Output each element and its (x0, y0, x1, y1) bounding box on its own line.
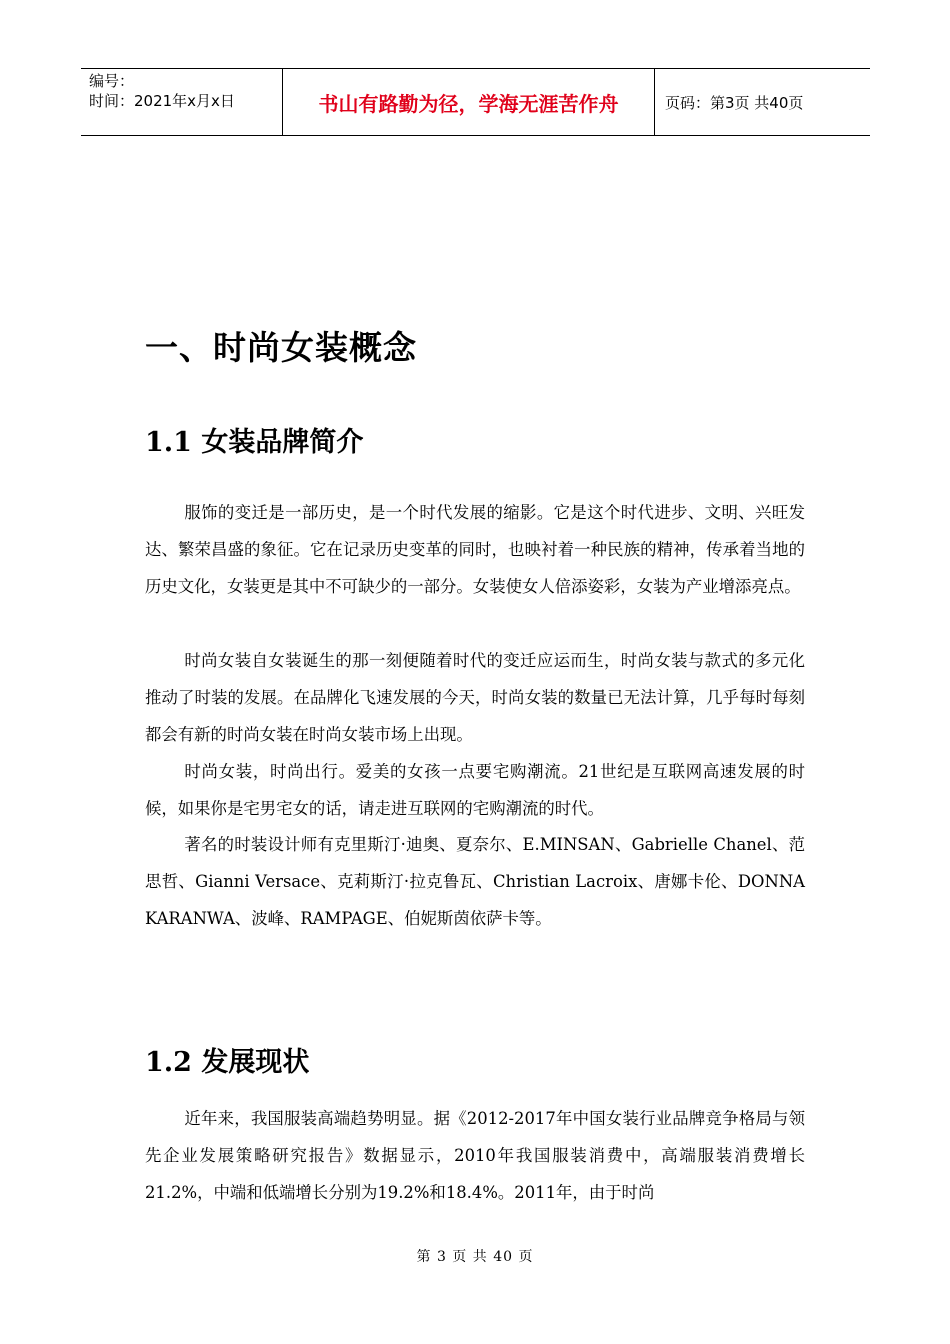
paragraph: 服饰的变迁是一部历史，是一个时代发展的缩影。它是这个时代进步、文明、兴旺发达、繁荣昌盛的象征。它在记录历史变革的同时，也映衬着一种民族的精神，传承着当地的历史文化，女装更是其中不可缺少的一部分。女装使女人倍添姿彩，女装为产业增添亮点。 (145, 503, 805, 596)
header-motto: 书山有路勤为径，学海无涯苦作舟 (282, 69, 655, 135)
section-heading-1-2: 1.2 发展现状 (145, 1047, 310, 1078)
paragraph: 近年来，我国服装高端趋势明显。据《2012-2017年中国女装行业品牌竞争格局与领先企业发展策略研究报告》数据显示，2010年我国服装消费中，高端服装消费增长21.2%，中端和低端增长分别为19.2%和18.4%。2011年，由于时尚 (145, 1109, 805, 1202)
doc-number-label: 编号： (89, 72, 135, 90)
section-heading-1-1: 1.1 女装品牌简介 (145, 427, 364, 458)
doc-date: 时间：2021年x月x日 (89, 92, 235, 110)
page-header (81, 68, 870, 136)
paragraph: 著名的时装设计师有克里斯汀·迪奥、夏奈尔、E.MINSAN、Gabrielle Chanel、范思哲、Gianni Versace、克莉斯汀·拉克鲁瓦、Christian Lacroix、唐娜卡伦、DONNA KARANWA、波峰、RAMPAGE、伯妮斯茵依萨卡等。 (145, 835, 805, 928)
paragraph: 时尚女装，时尚出行。爱美的女孩一点要宅购潮流。21世纪是互联网高速发展的时候，如果你是宅男宅女的话，请走进互联网的宅购潮流的时代。 (145, 762, 805, 818)
header-meta-cell (81, 69, 282, 135)
paragraph: 时尚女装自女装诞生的那一刻便随着时代的变迁应运而生，时尚女装与款式的多元化推动了时装的发展。在品牌化飞速发展的今天，时尚女装的数量已无法计算，几乎每时每刻都会有新的时尚女装在时尚女装市场上出现。 (145, 651, 805, 744)
document-title: 一、时尚女装概念 (145, 328, 417, 367)
page-footer: 第 3 页 共 40 页 (416, 1249, 534, 1265)
header-page-info: 页码：第3页 共40页 (665, 93, 804, 112)
